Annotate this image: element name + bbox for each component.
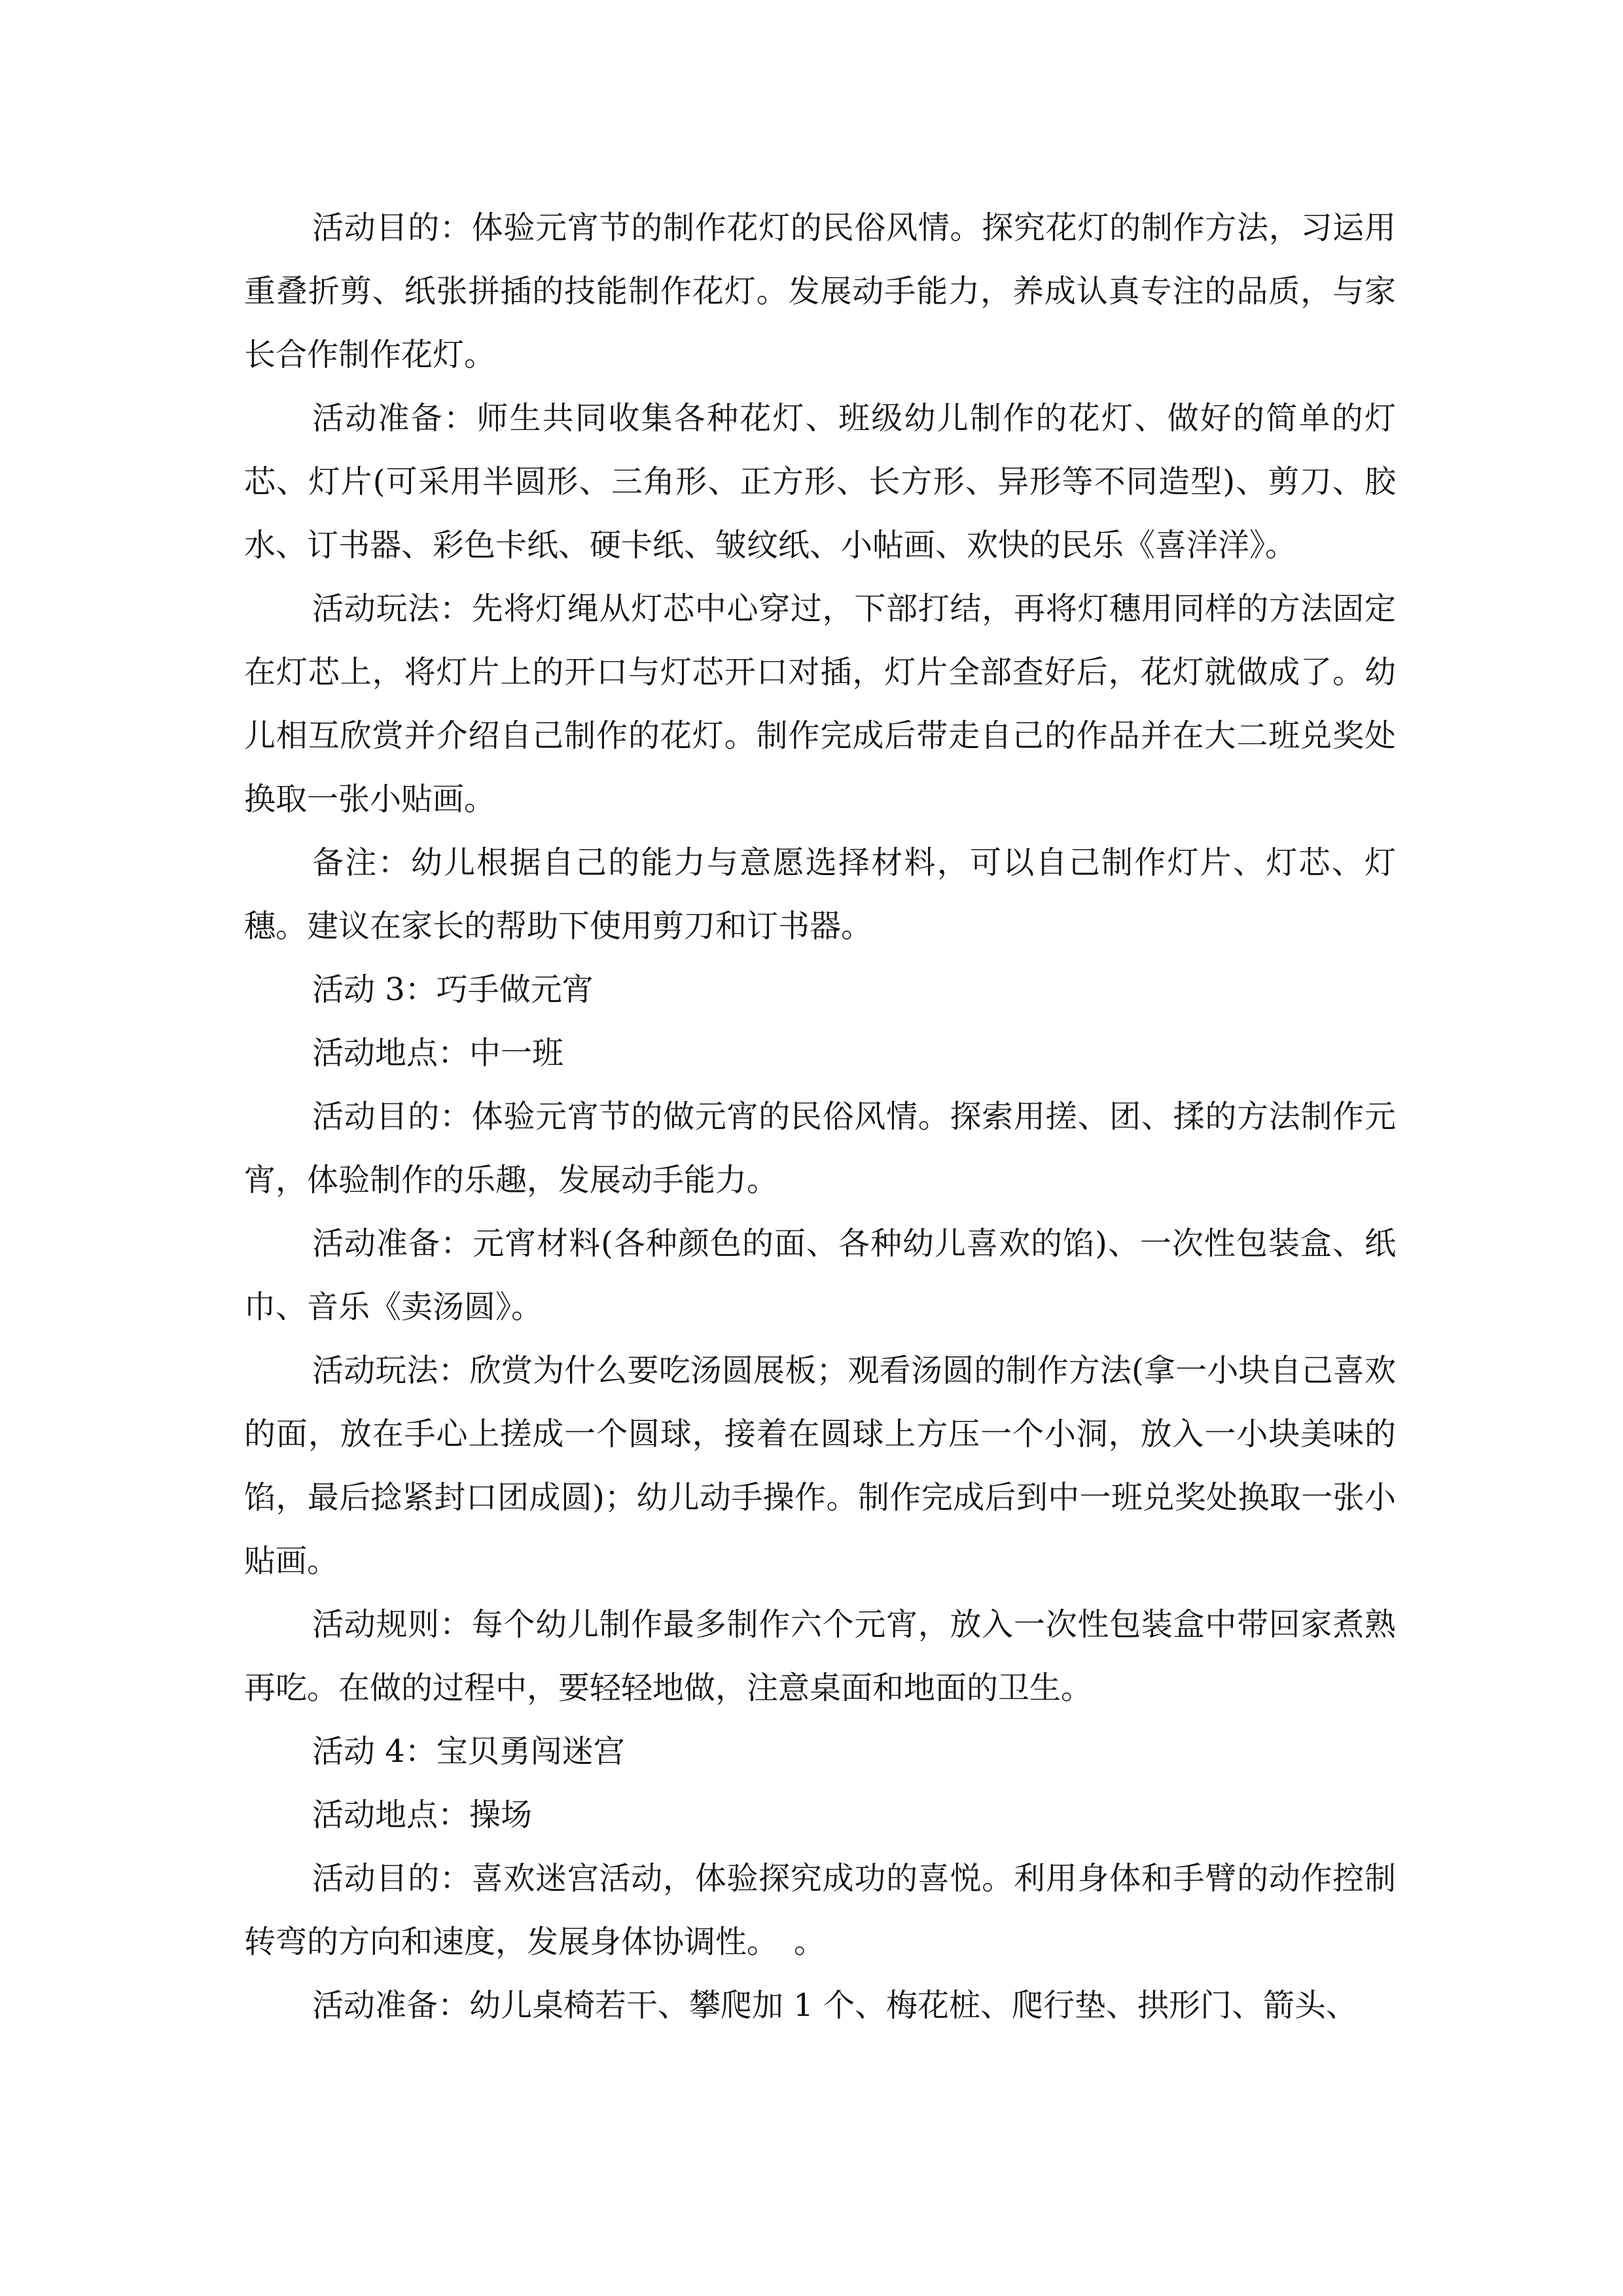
paragraph-preparation-yuanxiao: 活动准备：元宵材料(各种颜色的面、各种幼儿喜欢的馅)、一次性包装盒、纸巾、音乐《卖汤圆》。	[244, 1225, 1396, 1325]
paragraph-preparation-lantern: 活动准备：师生共同收集各种花灯、班级幼儿制作的花灯、做好的简单的灯芯、灯片(可采用半圆形、三角形、正方形、长方形、异形等不同造型)、剪刀、胶水、订书器、彩色卡纸、硬卡纸、皱纹纸、小帖画、欢快的民乐《喜洋洋》。	[244, 400, 1396, 564]
heading-activity-3: 活动 3：巧手做元宵	[312, 971, 594, 1008]
document-body	[244, 196, 1396, 2037]
paragraph-play-yuanxiao: 活动玩法：欣赏为什么要吃汤圆展板；观看汤圆的制作方法(拿一小块自己喜欢的面，放在手心上搓成一个圆球，接着在圆球上方压一个小洞，放入一小块美味的馅，最后捻紧封口团成圆)；幼儿动手操作。制作完成后到中一班兑奖处换取一张小贴画。	[244, 1352, 1396, 1579]
paragraph-play-lantern: 活动玩法：先将灯绳从灯芯中心穿过，下部打结，再将灯穗用同样的方法固定在灯芯上，将灯片上的开口与灯芯开口对插，灯片全部查好后，花灯就做成了。幼儿相互欣赏并介绍自己制作的花灯。制作完成后带走自己的作品并在大二班兑奖处换取一张小贴画。	[244, 590, 1396, 817]
paragraph-rules-yuanxiao: 活动规则：每个幼儿制作最多制作六个元宵，放入一次性包装盒中带回家煮熟再吃。在做的过程中，要轻轻地做，注意桌面和地面的卫生。	[244, 1606, 1396, 1706]
paragraph-preparation-maze: 活动准备：幼儿桌椅若干、攀爬加 1 个、梅花桩、爬行垫、拱形门、箭头、	[312, 1987, 1358, 2024]
paragraph-purpose-yuanxiao: 活动目的：体验元宵节的做元宵的民俗风情。探索用搓、团、揉的方法制作元宵，体验制作的乐趣，发展动手能力。	[244, 1098, 1396, 1198]
heading-activity-4: 活动 4：宝贝勇闯迷宫	[312, 1733, 625, 1770]
paragraph-note-lantern: 备注：幼儿根据自己的能力与意愿选择材料，可以自己制作灯片、灯芯、灯穗。建议在家长的帮助下使用剪刀和订书器。	[244, 844, 1396, 944]
paragraph-purpose-maze: 活动目的：喜欢迷宫活动，体验探究成功的喜悦。利用身体和手臂的动作控制转弯的方向和速度，发展身体协调性。 。	[244, 1860, 1396, 1960]
paragraph-purpose-lantern: 活动目的：体验元宵节的制作花灯的民俗风情。探究花灯的制作方法，习运用重叠折剪、纸张拼插的技能制作花灯。发展动手能力，养成认真专注的品质，与家长合作制作花灯。	[244, 209, 1396, 373]
location-activity-4: 活动地点：操场	[312, 1797, 533, 1833]
location-activity-3: 活动地点：中一班	[312, 1035, 564, 1071]
